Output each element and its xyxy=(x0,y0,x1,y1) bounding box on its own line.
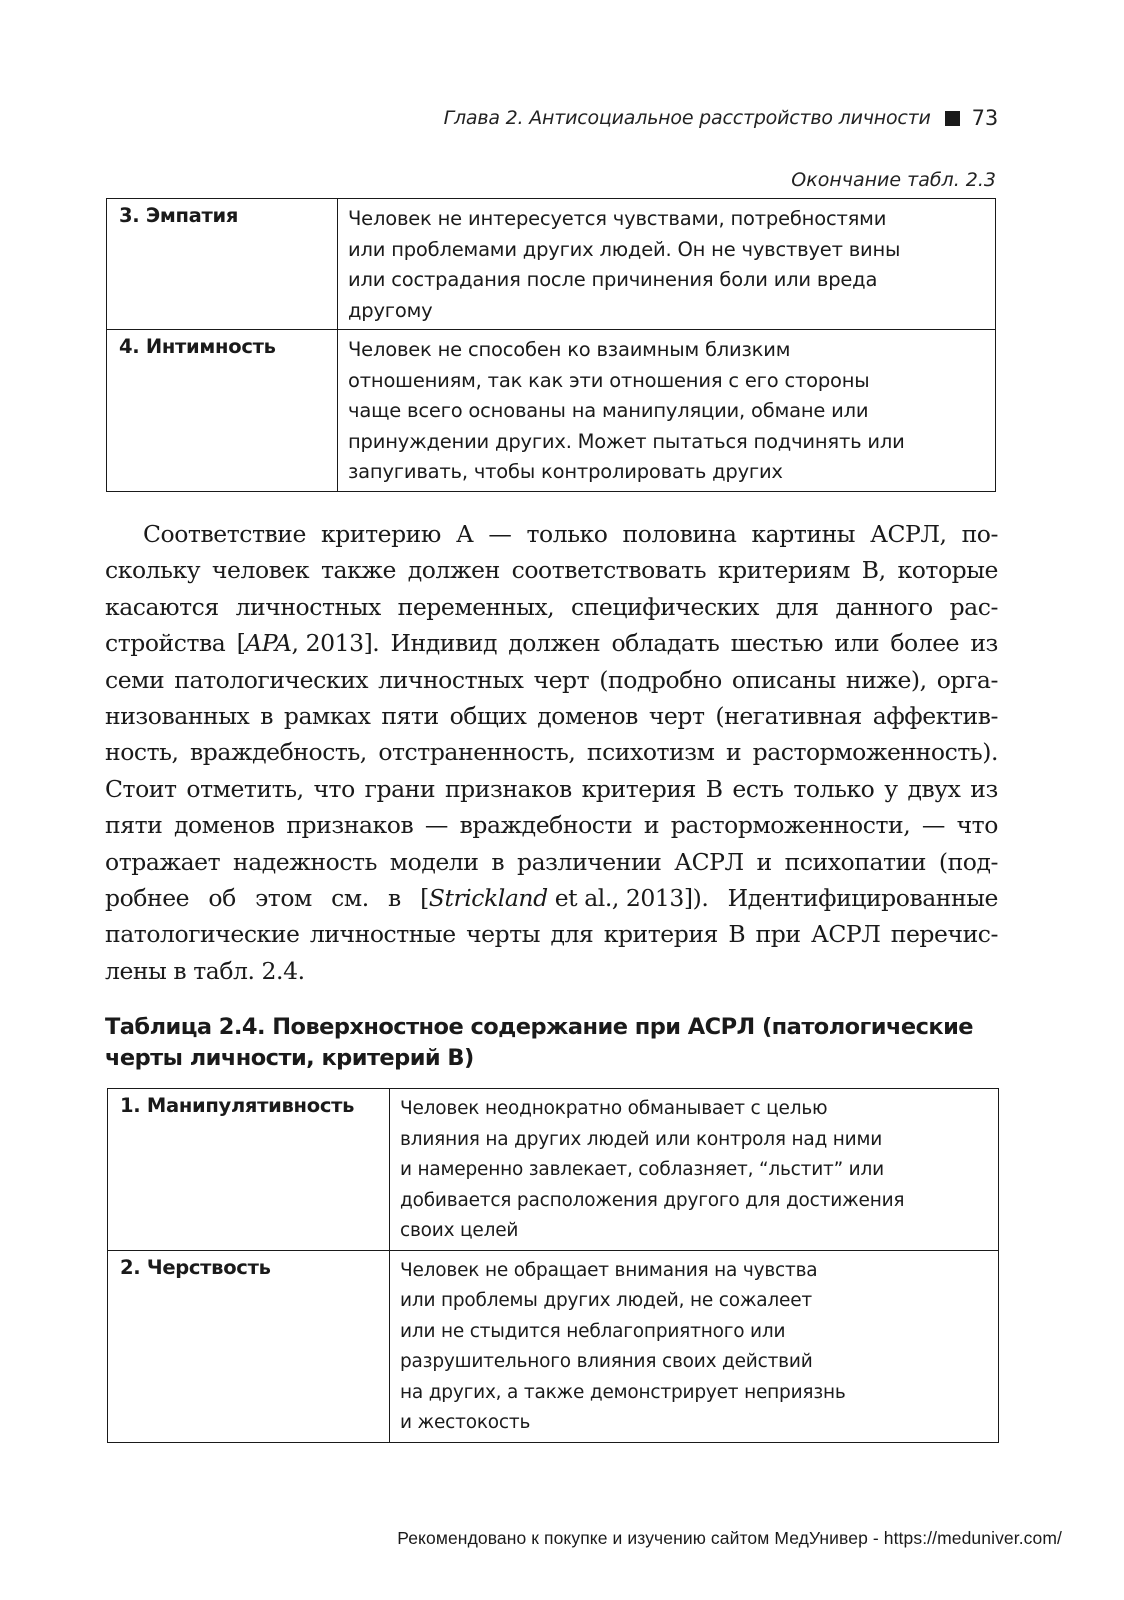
paragraph-word: в xyxy=(260,701,273,730)
paragraph-word: этом xyxy=(255,883,312,912)
paragraph-word: описаны xyxy=(731,665,836,694)
row-description xyxy=(390,1250,999,1442)
paragraph-word: только xyxy=(793,774,875,803)
paragraph-line xyxy=(105,807,998,843)
paragraph-word: враждебность, xyxy=(190,738,367,767)
description-line: запугивать, чтобы контролировать других xyxy=(348,460,783,483)
paragraph-word: враждебности xyxy=(459,811,633,840)
paragraph-word: что xyxy=(313,774,355,803)
table-row xyxy=(108,1250,999,1442)
description-line: или сострадания после причинения боли или вреда xyxy=(348,268,878,291)
description-line: на других, а также демонстрирует неприязнь xyxy=(400,1381,846,1403)
paragraph-word: [Strickland et al., 2013]). xyxy=(420,883,709,912)
description-line: другому xyxy=(348,298,433,322)
paragraph-word: переменных, xyxy=(397,592,555,621)
paragraph-word: перечис- xyxy=(890,920,998,949)
table-2-4 xyxy=(107,1088,999,1443)
page-number: 73 xyxy=(971,106,998,130)
paragraph-word: картины xyxy=(751,520,856,548)
paragraph-word: черты xyxy=(466,920,541,949)
paragraph-line xyxy=(105,589,998,625)
paragraph-word: расторможенности, xyxy=(670,811,911,840)
paragraph-word: черт xyxy=(648,701,705,730)
paragraph-word: — xyxy=(488,520,512,548)
row-description xyxy=(338,330,996,492)
paragraph-word: при xyxy=(755,920,801,949)
paragraph-word: (негативная xyxy=(715,701,862,730)
paragraph-word: лены в табл. 2.4. xyxy=(105,956,305,985)
description-line: или не стыдится неблагоприятного или xyxy=(400,1320,786,1342)
paragraph-word: патологических xyxy=(174,665,369,694)
row-term: 1. Манипулятивность xyxy=(108,1089,390,1251)
paragraph-word: В xyxy=(728,920,746,949)
square-bullet-icon xyxy=(945,111,960,126)
paragraph-word: для xyxy=(550,920,594,949)
description-line: и жестокость xyxy=(400,1412,531,1433)
paragraph-word: отражает xyxy=(105,847,221,876)
paragraph-word: личностных xyxy=(235,592,381,621)
description-line: Человек неоднократно обманывает с целью xyxy=(400,1098,828,1119)
table-continuation-label: Окончание табл. 2.3 xyxy=(791,169,996,191)
paragraph-word: психопатии xyxy=(784,847,926,876)
paragraph-word: доменов xyxy=(537,701,638,730)
paragraph-word: [APA, 2013]. xyxy=(236,629,380,658)
description-line: и намеренно завлекает, соблазняет, “льстит” или xyxy=(400,1159,884,1180)
paragraph-word: соответствовать xyxy=(511,556,707,585)
description-line: или проблемы других людей, не сожалеет xyxy=(400,1290,812,1311)
description-line: разрушительного влияния своих действий xyxy=(400,1351,813,1372)
description-line: своих целей xyxy=(400,1220,519,1241)
caption-line: Таблица 2.4. Поверхностное содержание при АСРЛ (патологические xyxy=(105,1014,974,1040)
paragraph-word: из xyxy=(970,774,998,803)
paragraph-line xyxy=(105,880,998,916)
paragraph-word: Идентифицированные xyxy=(727,883,998,912)
description-line: влияния на других людей или контроля над ними xyxy=(400,1128,883,1150)
paragraph-word: по- xyxy=(961,520,998,548)
paragraph-word: стройства xyxy=(105,629,226,658)
paragraph-word: Индивид xyxy=(390,629,498,658)
paragraph-word: В xyxy=(705,774,723,803)
paragraph-word: данного xyxy=(835,592,933,621)
table-row xyxy=(107,199,996,330)
paragraph-word: специфических xyxy=(571,592,759,621)
table-row xyxy=(108,1089,999,1251)
paragraph-line xyxy=(105,516,998,552)
description-line: или проблемами других людей. Он не чувствует вины xyxy=(348,237,901,261)
paragraph-word: признаков xyxy=(444,774,572,803)
paragraph-line xyxy=(105,771,998,807)
paragraph-word: обладать xyxy=(611,629,720,658)
paragraph-word: ниже), xyxy=(845,665,927,694)
paragraph-word: признаков xyxy=(286,811,414,840)
paragraph-word: АСРЛ, xyxy=(870,520,947,548)
paragraph-word: в xyxy=(491,847,505,876)
paragraph-word: модели xyxy=(389,847,479,876)
paragraph-word: двух xyxy=(907,774,961,803)
paragraph-word: черт xyxy=(533,665,590,694)
paragraph-word: робнее xyxy=(105,883,190,912)
paragraph-word: АСРЛ xyxy=(810,920,881,949)
paragraph-word: (подробно xyxy=(599,665,722,694)
paragraph-line xyxy=(105,734,998,770)
paragraph-word: и xyxy=(725,738,742,767)
paragraph-word: надежность xyxy=(233,847,377,876)
row-term: 2. Черствость xyxy=(108,1250,390,1442)
paragraph-word: общих xyxy=(449,701,527,730)
paragraph-word: семи xyxy=(105,665,165,694)
paragraph-word: критерия xyxy=(603,920,718,949)
paragraph-word: аффектив- xyxy=(872,701,998,730)
paragraph-word: и xyxy=(643,811,660,840)
paragraph-word: низованных xyxy=(105,701,250,730)
paragraph-word: или xyxy=(834,629,880,658)
paragraph-line xyxy=(105,662,998,698)
row-description xyxy=(338,199,996,330)
paragraph-word: есть xyxy=(732,774,784,803)
paragraph-word: пяти xyxy=(105,811,163,840)
paragraph-word: человек xyxy=(211,556,310,585)
paragraph-word: — xyxy=(424,811,448,840)
paragraph-word: патологические xyxy=(105,920,300,949)
paragraph-line xyxy=(105,552,998,588)
paragraph-word: Соответствие xyxy=(143,520,306,548)
paragraph-word: критериям xyxy=(717,556,850,585)
running-head xyxy=(444,106,998,130)
paragraph-word: также xyxy=(320,556,396,585)
paragraph-line xyxy=(105,844,998,880)
paragraph-word: более xyxy=(890,629,960,658)
paragraph-word: орга- xyxy=(936,665,998,694)
paragraph-word: АСРЛ xyxy=(674,847,744,876)
table-2-4-caption xyxy=(105,1012,1005,1074)
row-term: 4. Интимность xyxy=(107,330,338,492)
paragraph-word: различении xyxy=(517,847,662,876)
paragraph-word: шестью xyxy=(730,629,824,658)
description-line: добивается расположения другого для достижения xyxy=(400,1189,905,1211)
paragraph-line xyxy=(105,698,998,734)
paragraph-line xyxy=(105,916,998,952)
description-line: принуждении других. Может пытаться подчинять или xyxy=(348,429,905,453)
description-line: Человек не способен ко взаимным близким xyxy=(348,338,791,361)
paragraph-word: отстраненность, xyxy=(378,738,576,767)
paragraph-word: грани xyxy=(364,774,436,803)
paragraph-word: А xyxy=(455,520,474,548)
description-line: чаще всего основаны на манипуляции, обмане или xyxy=(348,399,869,422)
paragraph-word: должен xyxy=(508,629,601,658)
body-paragraph xyxy=(105,516,998,989)
row-term: 3. Эмпатия xyxy=(107,199,338,330)
paragraph-word: В, xyxy=(861,556,886,585)
paragraph-word: (под- xyxy=(938,847,998,876)
paragraph-line xyxy=(105,953,998,989)
table-row xyxy=(107,330,996,492)
paragraph-word: из xyxy=(970,629,998,658)
paragraph-word: — xyxy=(921,811,945,840)
paragraph-word: об xyxy=(208,883,236,912)
paragraph-word: половина xyxy=(622,520,737,548)
paragraph-word: рас- xyxy=(949,592,998,621)
paragraph-word: ность, xyxy=(105,738,179,767)
paragraph-word: которые xyxy=(897,556,998,585)
paragraph-word: рамках xyxy=(283,701,371,730)
paragraph-word: должен xyxy=(407,556,500,585)
paragraph-word: для xyxy=(775,592,819,621)
chapter-title: Глава 2. Антисоциальное расстройство личности xyxy=(443,107,931,129)
paragraph-word: психотизм xyxy=(586,738,715,767)
paragraph-word: см. xyxy=(331,883,369,912)
row-description xyxy=(390,1089,999,1251)
caption-line: черты личности, критерий В) xyxy=(105,1045,474,1071)
table-2-3 xyxy=(106,198,996,492)
paragraph-word: что xyxy=(956,811,998,840)
paragraph-word: личностных xyxy=(378,665,524,694)
footer-recommendation: Рекомендовано к покупке и изучению сайтом МедУнивер - https://meduniver.com/ xyxy=(397,1528,1062,1548)
description-line: отношениям, так как эти отношения с его стороны xyxy=(348,368,870,392)
paragraph-word: критерию xyxy=(321,520,441,548)
paragraph-word: касаются xyxy=(105,592,219,621)
paragraph-word: отметить, xyxy=(186,774,304,803)
paragraph-word: доменов xyxy=(174,811,275,840)
paragraph-word: Стоит xyxy=(105,774,177,803)
paragraph-word: критерия xyxy=(581,774,696,803)
paragraph-word: в xyxy=(388,883,401,912)
paragraph-word: пяти xyxy=(381,701,439,730)
description-line: Человек не интересуется чувствами, потребностями xyxy=(348,207,887,230)
paragraph-word: личностные xyxy=(309,920,456,949)
paragraph-word: у xyxy=(884,774,898,803)
paragraph-word: и xyxy=(756,847,772,876)
paragraph-word: расторможенность). xyxy=(752,738,998,767)
description-line: Человек не обращает внимания на чувства xyxy=(400,1259,818,1281)
paragraph-word: скольку xyxy=(105,556,201,585)
paragraph-word: только xyxy=(526,520,608,548)
paragraph-line xyxy=(105,625,998,661)
